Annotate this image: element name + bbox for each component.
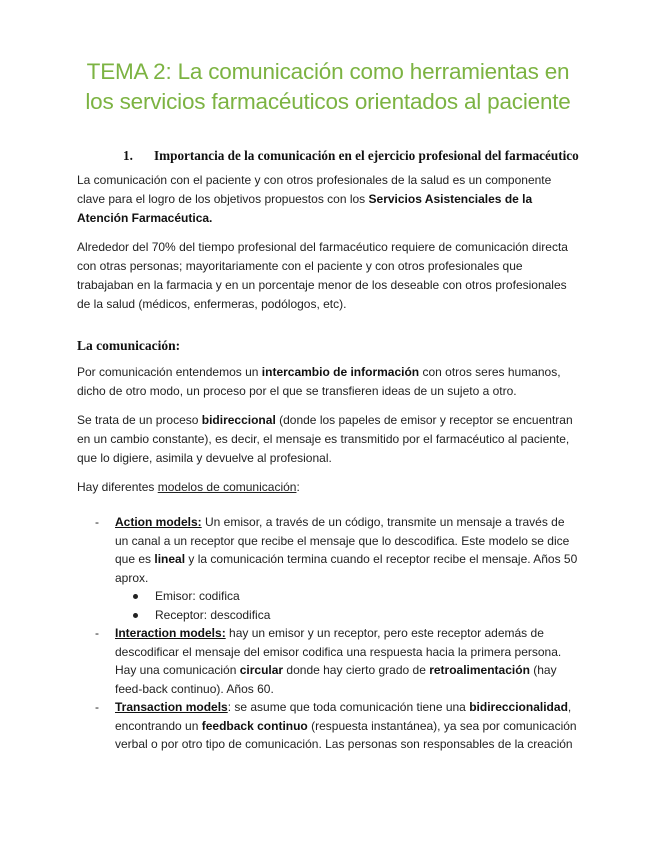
list-item: Emisor: codifica: [115, 587, 579, 606]
paragraph: Por comunicación entendemos un intercambio de información con otros seres humanos, dicho de otro modo, un proceso por el que se transfieren ideas de un sujeto a otro.: [77, 365, 561, 398]
paragraph: La comunicación con el paciente y con otros profesionales de la salud es un componente clave para el logro de los objetivos propuestos con los Servicios Asistenciales de la Atención Farmacéutica.: [77, 173, 552, 225]
paragraph: Se trata de un proceso bidireccional (donde los papeles de emisor y receptor se encuentran en un cambio constante), es decir, el mensaje es transmitido por el farmacéutico al paciente, que lo digiere, asimila y devuelve al profesional.: [77, 413, 573, 465]
list-item: Receptor: descodifica: [115, 606, 579, 625]
models-list: [77, 513, 579, 754]
paragraph: Hay diferentes modelos de comunicación:: [77, 480, 300, 494]
paragraph: Alrededor del 70% del tiempo profesional del farmacéutico requiere de comunicación directa con otras personas; mayoritariamente con el paciente y con otros profesionales que trabajaban en la farmacia y en un porcentaje menor de los deseable con otros profesionales de la salud (médicos, enfermeras, podólogos, etc).: [77, 240, 568, 311]
document-title: TEMA 2: La comunicación como herramientas en los servicios farmacéuticos orientados al paciente: [85, 59, 571, 114]
list-item-transaction-models: - Transaction models: se asume que toda comunicación tiene una bidireccionalidad, encontrando un feedback continuo (respuesta instantánea), ya sea por comunicación verbal o por otro tipo de comunicación. Las personas son responsables de la creación: [95, 700, 577, 751]
bullet-icon: [133, 613, 138, 618]
list-item-interaction-models: - Interaction models: hay un emisor y un receptor, pero este receptor además de descodificar el mensaje del emisor codifica una respuesta hacia la primera persona. Hay una comunicación circular donde hay cierto grado de retroalimentación (hay feed-back continuo). Años 60.: [95, 626, 562, 696]
action-sublist: [115, 587, 579, 624]
subheading-la-comunicacion: La comunicación:: [77, 338, 181, 353]
section-number: 1.: [123, 148, 133, 163]
bullet-icon: [133, 594, 138, 599]
list-item-action-models: - Action models: Un emisor, a través de un código, transmite un mensaje a través de un canal a un receptor que recibe el mensaje que lo descodifica. Este modelo se dice que es lineal y la comunicación termina cuando el receptor recibe el mensaje. Años 50 aprox. Emisor: codifica Receptor: descodifica: [77, 513, 579, 624]
section-heading-importancia: [77, 147, 579, 164]
section-heading-text: Importancia de la comunicación en el ejercicio profesional del farmacéutico: [154, 148, 579, 163]
